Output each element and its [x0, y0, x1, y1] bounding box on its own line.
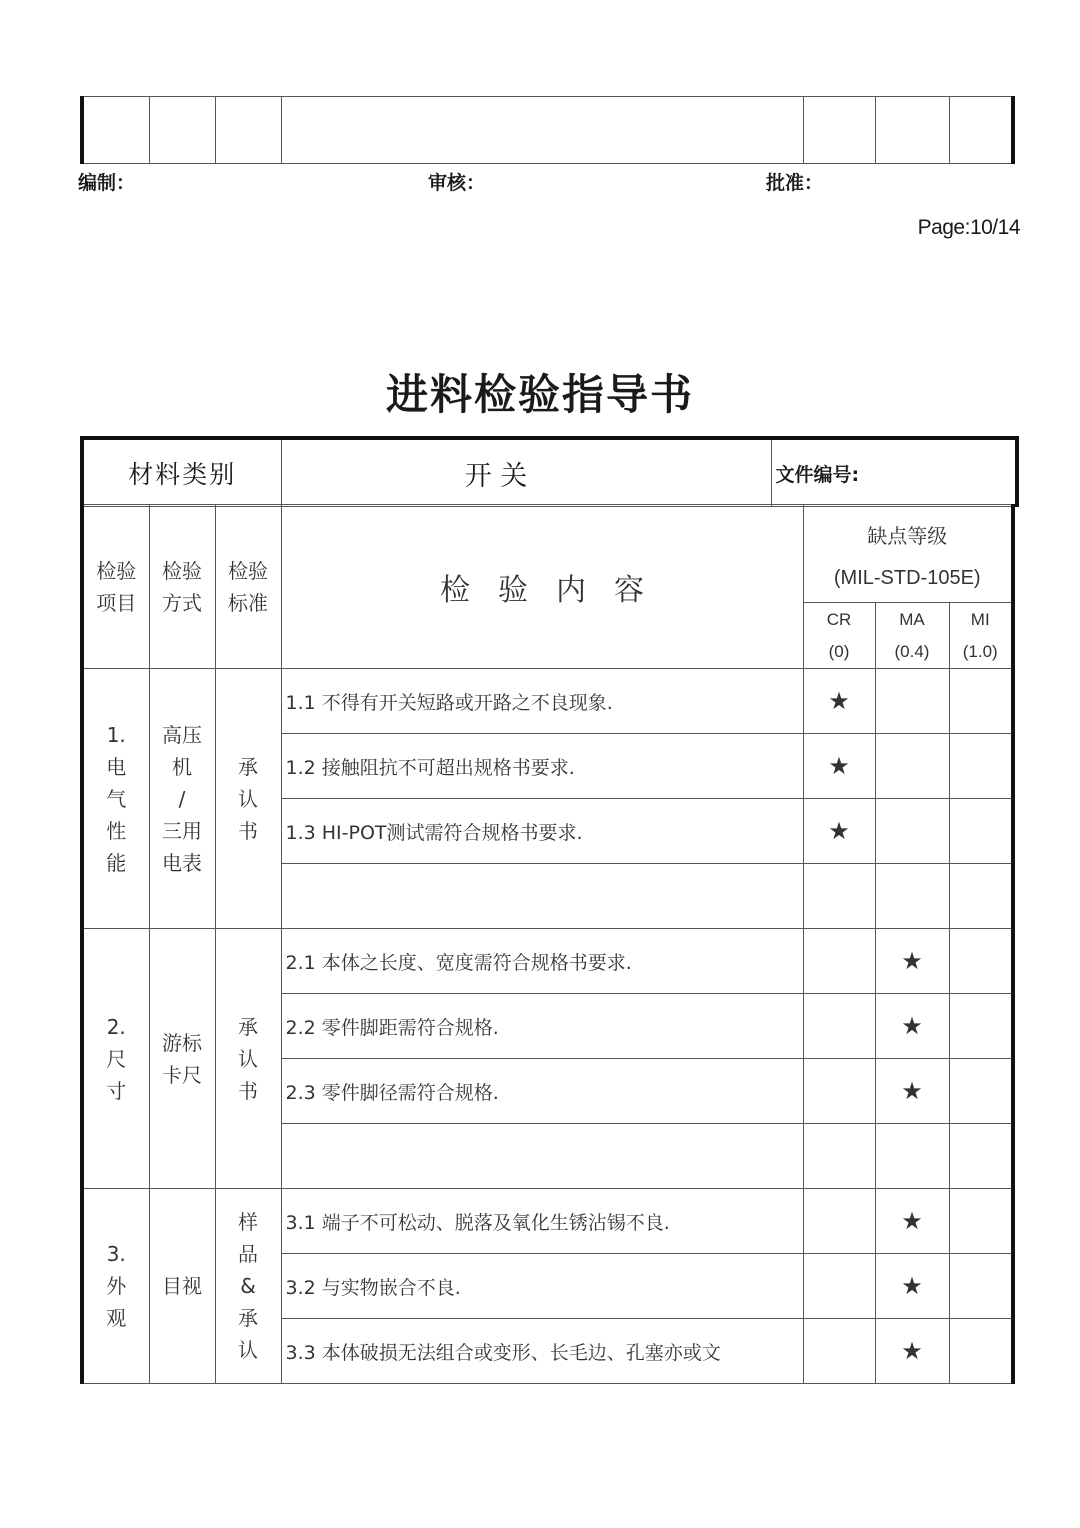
inspection-content-cell: 3.2 与实物嵌合不良.: [281, 1254, 803, 1319]
ma-level-header: MA (0.4): [875, 603, 949, 669]
empty-cell: [82, 97, 149, 164]
inspection-content-header: 检 验 内 容: [281, 505, 803, 669]
approved-by-label: 批准：: [766, 172, 824, 194]
empty-cell: [281, 97, 803, 164]
material-category-value: 开 关: [281, 438, 771, 507]
star-icon: ★: [901, 1012, 923, 1040]
mi-level-cell: [949, 1319, 1013, 1384]
empty-cell: [949, 97, 1013, 164]
inspection-content-cell: 3.1 端子不可松动、脱落及氧化生锈沾锡不良.: [281, 1189, 803, 1254]
document-title: 进料检验指导书: [385, 370, 694, 419]
ma-level-cell: [875, 734, 949, 799]
empty-cell: [149, 97, 215, 164]
cr-level-cell: [803, 1059, 875, 1124]
inspection-standard-cell: 样 品 & 承 认: [215, 1189, 281, 1384]
ma-level-cell: [875, 1319, 949, 1384]
ma-level-cell: [875, 1124, 949, 1189]
table-row: [82, 1189, 1013, 1254]
inspection-standard-cell: 承 认 书: [215, 929, 281, 1189]
reviewed-by-label: 审核：: [428, 172, 486, 194]
mi-level-cell: [949, 799, 1013, 864]
empty-cell: [875, 97, 949, 164]
star-icon: ★: [901, 947, 923, 975]
cr-level-cell: [803, 669, 875, 734]
cr-level-cell: [803, 1254, 875, 1319]
star-icon: ★: [901, 1272, 923, 1300]
document-header-table: [80, 436, 1019, 507]
inspection-method-cell: 目视: [149, 1189, 215, 1384]
star-icon: ★: [901, 1077, 923, 1105]
document-number-label: 文件编号:: [771, 438, 1017, 507]
cr-level-cell: [803, 799, 875, 864]
inspection-content-cell: 2.3 零件脚径需符合规格.: [281, 1059, 803, 1124]
inspection-content-cell: [281, 1124, 803, 1189]
material-category-label: 材料类别: [82, 438, 281, 507]
previous-page-table-fragment: [80, 96, 1015, 164]
ma-level-cell: [875, 799, 949, 864]
empty-cell: [215, 97, 281, 164]
inspection-method-cell: 高压 机 / 三用 电表: [149, 669, 215, 929]
table-row: [82, 669, 1013, 734]
inspection-content-cell: 1.2 接触阻抗不可超出规格书要求.: [281, 734, 803, 799]
mi-level-cell: [949, 1189, 1013, 1254]
mi-level-cell: [949, 669, 1013, 734]
star-icon: ★: [828, 687, 850, 715]
mi-level-header: MI (1.0): [949, 603, 1013, 669]
inspection-method-header: 检验 方式: [149, 505, 215, 669]
mi-level-cell: [949, 1059, 1013, 1124]
inspection-content-cell: 1.1 不得有开关短路或开路之不良现象.: [281, 669, 803, 734]
inspection-standard-cell: 承 认 书: [215, 669, 281, 929]
inspection-item-cell: 1. 电 气 性 能: [82, 669, 149, 929]
inspection-content-cell: 3.3 本体破损无法组合或变形、长毛边、孔塞亦或文: [281, 1319, 803, 1384]
star-icon: ★: [828, 817, 850, 845]
star-icon: ★: [901, 1337, 923, 1365]
cr-level-header: CR (0): [803, 603, 875, 669]
ma-level-cell: [875, 1189, 949, 1254]
mi-level-cell: [949, 1254, 1013, 1319]
inspection-table: [80, 504, 1015, 1384]
mi-level-cell: [949, 929, 1013, 994]
star-icon: ★: [828, 752, 850, 780]
cr-level-cell: [803, 929, 875, 994]
mi-level-cell: [949, 1124, 1013, 1189]
cr-level-cell: [803, 864, 875, 929]
page-number: Page:10/14: [917, 216, 1020, 239]
cr-level-cell: [803, 1319, 875, 1384]
mi-level-cell: [949, 994, 1013, 1059]
table-row: [82, 929, 1013, 994]
inspection-content-cell: 2.1 本体之长度、宽度需符合规格书要求.: [281, 929, 803, 994]
star-icon: ★: [901, 1207, 923, 1235]
mi-level-cell: [949, 864, 1013, 929]
empty-cell: [803, 97, 875, 164]
mi-level-cell: [949, 734, 1013, 799]
inspection-content-cell: 1.3 HI-POT测试需符合规格书要求.: [281, 799, 803, 864]
ma-level-cell: [875, 669, 949, 734]
inspection-item-cell: 3. 外 观: [82, 1189, 149, 1384]
inspection-item-cell: 2. 尺 寸: [82, 929, 149, 1189]
ma-level-cell: [875, 994, 949, 1059]
inspection-content-cell: 2.2 零件脚距需符合规格.: [281, 994, 803, 1059]
cr-level-cell: [803, 1124, 875, 1189]
inspection-content-cell: [281, 864, 803, 929]
cr-level-cell: [803, 994, 875, 1059]
ma-level-cell: [875, 929, 949, 994]
ma-level-cell: [875, 1254, 949, 1319]
prepared-by-label: 编制：: [78, 172, 136, 194]
inspection-method-cell: 游标 卡尺: [149, 929, 215, 1189]
ma-level-cell: [875, 864, 949, 929]
cr-level-cell: [803, 1189, 875, 1254]
inspection-item-header: 检验 项目: [82, 505, 149, 669]
ma-level-cell: [875, 1059, 949, 1124]
inspection-standard-header: 检验 标准: [215, 505, 281, 669]
cr-level-cell: [803, 734, 875, 799]
defect-level-header: 缺点等级 (MIL-STD-105E): [803, 505, 1013, 603]
